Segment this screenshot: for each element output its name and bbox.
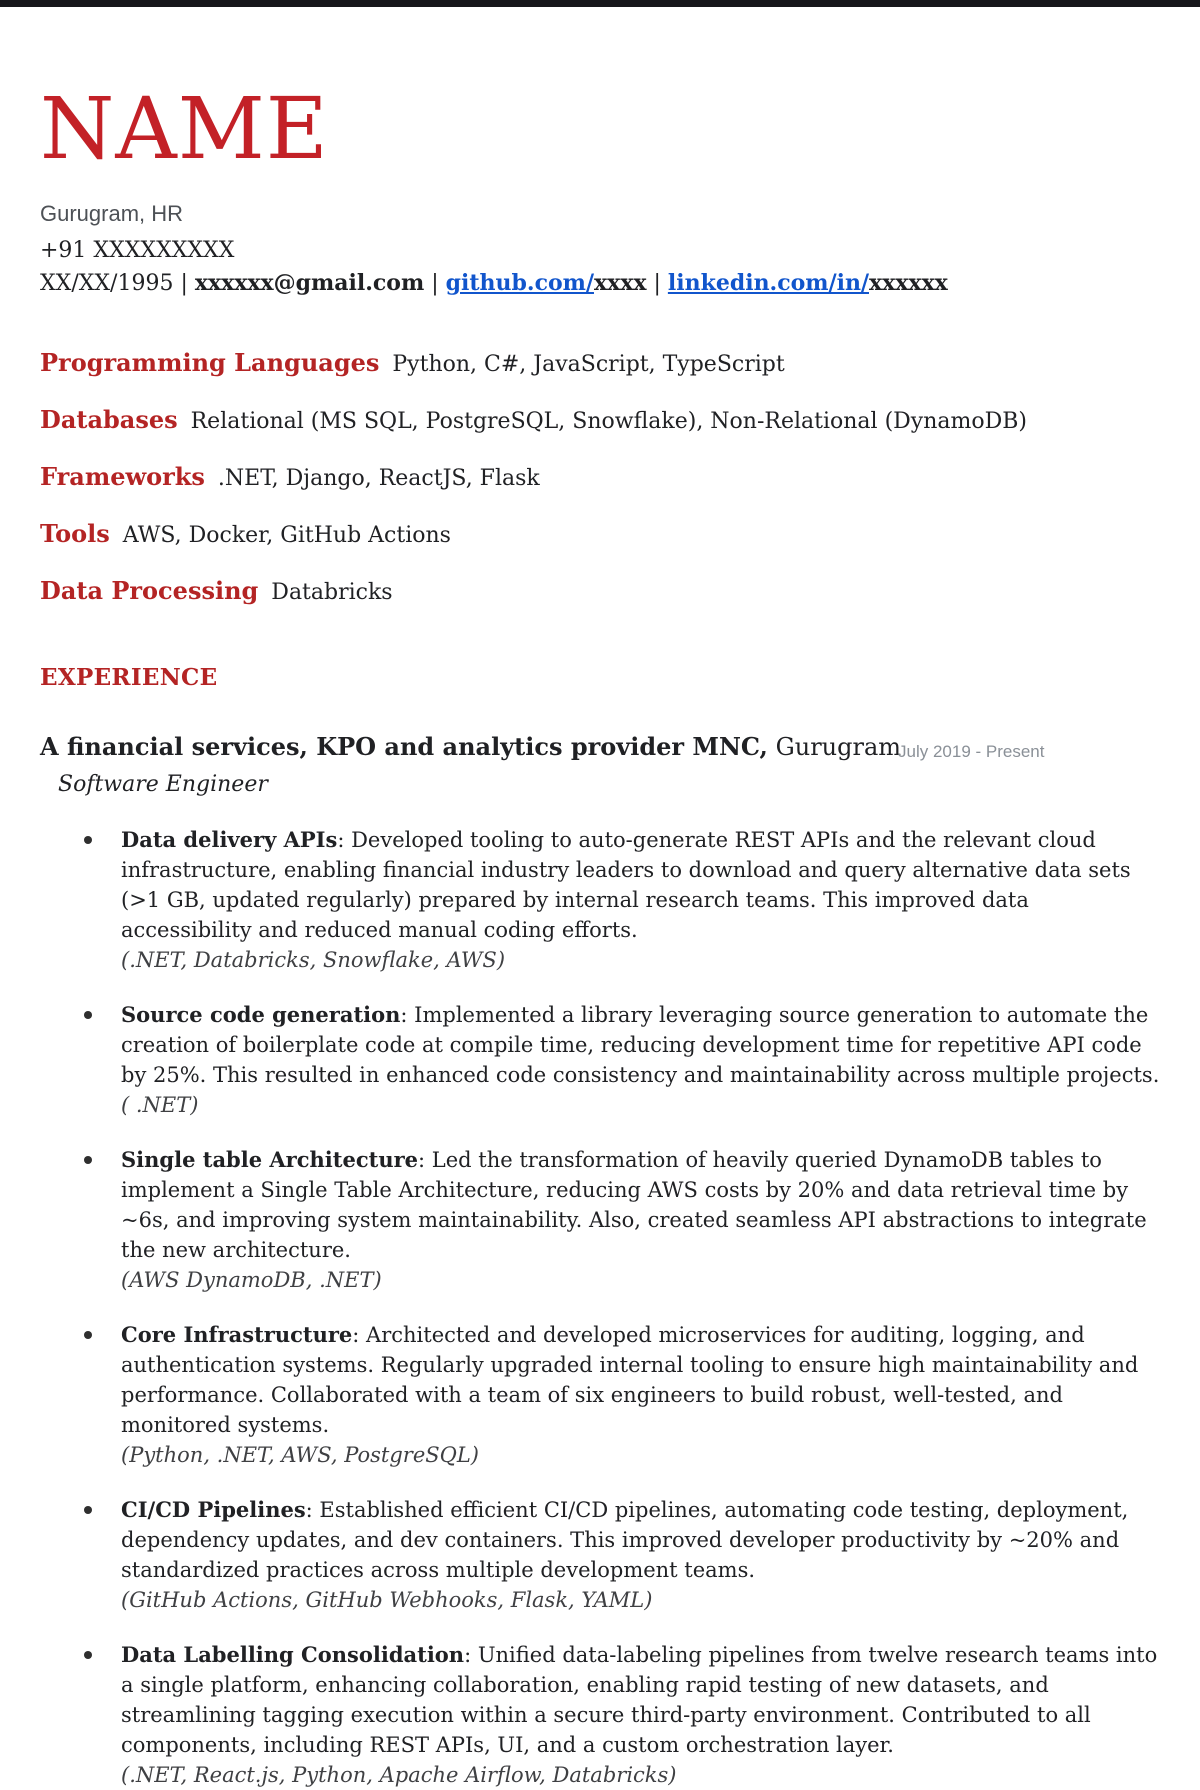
- skill-label: Databases: [40, 405, 178, 435]
- skill-value: .NET, Django, ReactJS, Flask: [210, 466, 540, 492]
- bullet-tech-stack: (AWS DynamoDB, .NET): [121, 1268, 382, 1293]
- company-location: Gurugram: [775, 733, 902, 762]
- bullet-body: : Developed tooling to auto-generate REST APIs and the relevant cloud infrastructure, enabling financial industry leaders to download and query alternative data sets (>1 GB, updated regularly) prepared by internal research teams. This improved data accessibility and reduced manual coding efforts.: [121, 828, 1131, 943]
- bullet-label: Source code generation: [121, 1002, 401, 1028]
- job-dates: July 2019 - Present: [898, 742, 1045, 762]
- skill-value: AWS, Docker, GitHub Actions: [115, 523, 451, 549]
- skill-value: Databricks: [264, 580, 393, 606]
- skill-value: Python, C#, JavaScript, TypeScript: [385, 352, 785, 378]
- experience-bullet: [40, 1495, 1160, 1615]
- top-border-bar: [0, 0, 1200, 7]
- experience-bullet: [40, 1145, 1160, 1295]
- experience-bullet: [40, 1000, 1160, 1120]
- job-entry: [40, 731, 1160, 1790]
- skill-label: Tools: [40, 519, 110, 549]
- email-text: xxxxxx@gmail.com: [194, 270, 425, 297]
- linkedin-handle: xxxxxx: [869, 270, 948, 297]
- skill-label: Frameworks: [40, 462, 205, 492]
- phone-text: +91 XXXXXXXXX: [40, 238, 235, 264]
- experience-bullet: [40, 825, 1160, 975]
- bullet-tech-inline: ( .NET): [121, 1093, 199, 1118]
- resume-content: [0, 80, 1200, 1790]
- experience-bullet: [40, 1320, 1160, 1470]
- skill-row: [40, 405, 1160, 437]
- bullet-tech-stack: (.NET, Databricks, Snowflake, AWS): [121, 948, 506, 973]
- skill-label: Data Processing: [40, 576, 259, 606]
- linkedin-link[interactable]: linkedin.com/in/: [667, 270, 869, 297]
- skill-row: [40, 576, 1160, 608]
- bullet-label: Single table Architecture: [121, 1147, 419, 1173]
- separator: |: [180, 271, 188, 297]
- github-handle: xxxx: [593, 270, 647, 297]
- location-text: Gurugram, HR: [40, 201, 184, 227]
- skill-row: [40, 348, 1160, 380]
- bullet-label: Data delivery APIs: [121, 827, 338, 853]
- bullet-label: CI/CD Pipelines: [121, 1497, 306, 1523]
- job-header: [40, 731, 1160, 763]
- bullet-body: : Led the transformation of heavily queried DynamoDB tables to implement a Single Table Architecture, reducing AWS costs by 20% and data retrieval time by ~6s, and improving system maintainability. Also, created seamless API abstractions to integrate the new architecture.: [121, 1148, 1147, 1263]
- bullet-label: Core Infrastructure: [121, 1322, 353, 1348]
- bullet-tech-stack: (GitHub Actions, GitHub Webhooks, Flask, YAML): [121, 1588, 653, 1613]
- birthdate-text: XX/XX/1995: [40, 271, 174, 297]
- page-title: NAME: [40, 80, 329, 179]
- skill-row: [40, 519, 1160, 551]
- bullet-body: : Unified data-labeling pipelines from twelve research teams into a single platform, enhancing collaboration, enabling rapid testing of new datasets, and streamlining tagging execution within a secure third-party environment. Contributed to all components, including REST APIs, UI, and a custom orchestration layer.: [121, 1643, 1158, 1758]
- bullet-tech-stack: (.NET, React.js, Python, Apache Airflow, Databricks): [121, 1763, 677, 1788]
- github-link[interactable]: github.com/: [445, 270, 594, 297]
- separator: |: [653, 271, 661, 297]
- bullet-body: : Established efficient CI/CD pipelines, automating code testing, deployment, dependency updates, and dev containers. This improved developer productivity by ~20% and standardized practices across multiple development teams.: [121, 1498, 1129, 1583]
- skills-list: [40, 348, 1160, 608]
- contact-line: [40, 268, 1160, 299]
- job-bullets: [40, 825, 1160, 1790]
- skill-value: Relational (MS SQL, PostgreSQL, Snowflake), Non-Relational (DynamoDB): [183, 409, 1028, 435]
- company-name: A financial services, KPO and analytics provider MNC,: [40, 732, 768, 762]
- job-title: Software Engineer: [58, 772, 268, 798]
- bullet-body: : Implemented a library leveraging source generation to automate the creation of boilerplate code at compile time, reducing development time for repetitive API code by 25%. This resulted in enhanced code consistency and maintainability across multiple projects.: [121, 1003, 1160, 1088]
- separator: |: [431, 271, 439, 297]
- section-title-experience: EXPERIENCE: [40, 664, 218, 692]
- bullet-body: : Architected and developed microservices for auditing, logging, and authentication systems. Regularly upgraded internal tooling to ensure high maintainability and performance. Collaborated with a team of six engineers to build robust, well-tested, and monitored systems.: [121, 1323, 1139, 1438]
- bullet-label: Data Labelling Consolidation: [121, 1642, 465, 1668]
- bullet-tech-stack: (Python, .NET, AWS, PostgreSQL): [121, 1443, 479, 1468]
- skill-label: Programming Languages: [40, 348, 380, 378]
- experience-bullet: [40, 1640, 1160, 1790]
- skill-row: [40, 462, 1160, 494]
